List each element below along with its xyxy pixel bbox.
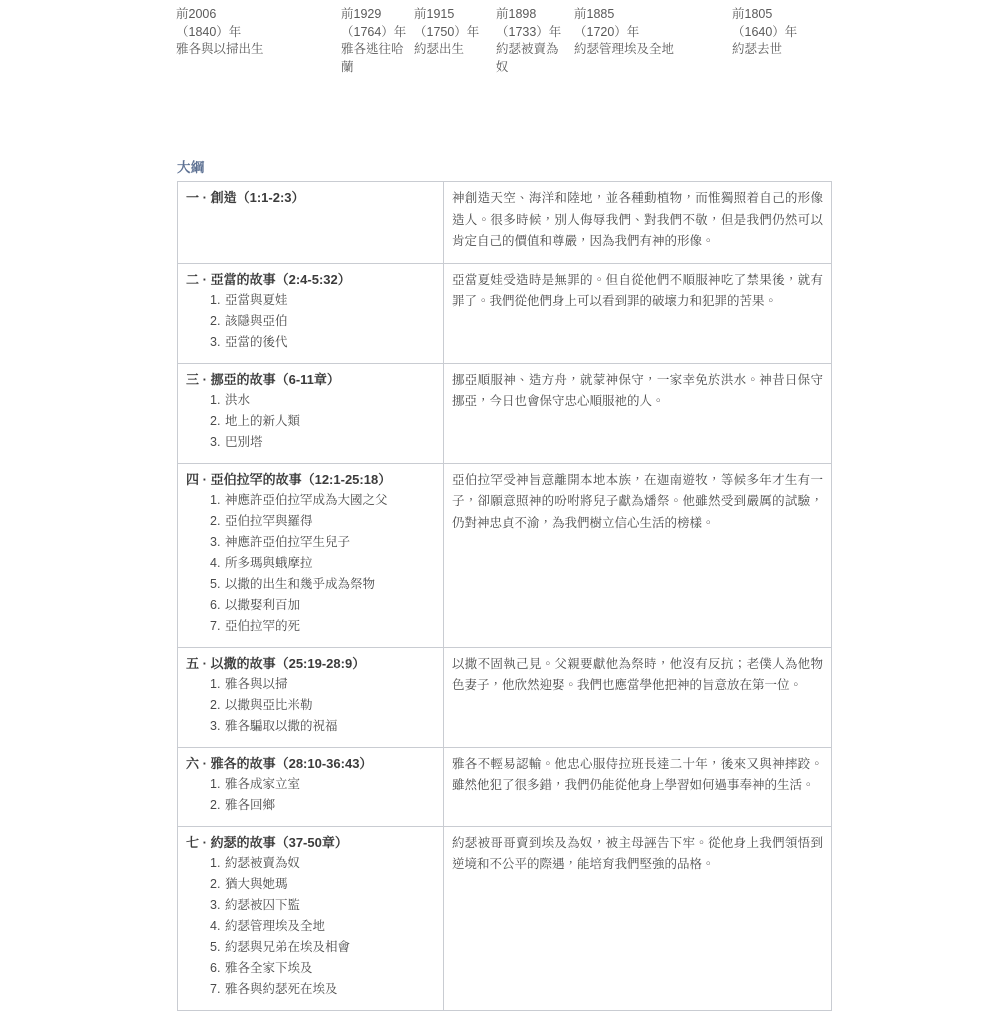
outline-subitem-label: 以撒的出生和幾乎成為祭物 bbox=[225, 576, 376, 591]
outline-section-name: 亞當的故事 bbox=[210, 271, 276, 287]
outline-subitem-label: 亞當與夏娃 bbox=[225, 292, 288, 307]
outline-summary-text: 以撒不固執己見。父親要獻他為祭時，他沒有反抗；老僕人為他物色妻子，他欣然迎娶。我們也應當學他把神的旨意放在第一位。 bbox=[452, 656, 823, 692]
outline-subitem bbox=[210, 432, 435, 453]
outline-row bbox=[178, 182, 832, 264]
outline-subitem bbox=[210, 916, 435, 937]
outline-subitem-list bbox=[186, 774, 435, 816]
outline-section-cell bbox=[178, 182, 444, 264]
outline-section-title bbox=[186, 270, 435, 290]
timeline-year-alt: （1764）年 bbox=[341, 24, 407, 39]
timeline-entry bbox=[414, 6, 496, 59]
outline-number-separator: · bbox=[199, 755, 211, 771]
outline-summary-text: 亞伯拉罕受神旨意離開本地本族，在迦南遊牧，等候多年才生有一子，卻願意照神的吩咐將兒子獻為燔祭。他雖然受到嚴厲的試驗，仍對神忠貞不渝，為我們樹立信心生活的榜樣。 bbox=[452, 472, 823, 530]
outline-subitem-index: 2. bbox=[210, 413, 221, 428]
outline-subitem bbox=[210, 532, 435, 553]
timeline-year: 前1805 bbox=[732, 7, 773, 21]
timeline-entry bbox=[574, 6, 732, 59]
outline-subitem-label: 雅各全家下埃及 bbox=[225, 960, 313, 975]
outline-subitem-index: 1. bbox=[210, 292, 221, 307]
outline-subitem bbox=[210, 853, 435, 874]
outline-section-number: 四 bbox=[186, 471, 200, 487]
outline-section-number: 六 bbox=[186, 755, 200, 771]
outline-subitem-index: 1. bbox=[210, 392, 221, 407]
outline-subitem-index: 3. bbox=[210, 718, 221, 733]
outline-section-number: 三 bbox=[186, 371, 200, 387]
outline-summary-text: 雅各不輕易認輸。他忠心服侍拉班長達二十年，後來又與神摔跤。雖然他犯了很多錯，我們仍能從他身上學習如何過事奉神的生活。 bbox=[452, 756, 823, 792]
outline-subitem-index: 1. bbox=[210, 676, 221, 691]
outline-subitem-index: 2. bbox=[210, 313, 221, 328]
outline-row bbox=[178, 363, 832, 463]
timeline-year-alt: （1640）年 bbox=[732, 24, 798, 39]
outline-section-cell bbox=[178, 826, 444, 1010]
outline-subitem-index: 2. bbox=[210, 513, 221, 528]
timeline-entry bbox=[176, 6, 341, 59]
outline-subitem-label: 雅各成家立室 bbox=[225, 776, 301, 791]
outline-subitem-index: 3. bbox=[210, 897, 221, 912]
outline-table bbox=[177, 181, 832, 1011]
outline-scripture-reference: （1:1-2:3） bbox=[236, 190, 305, 205]
timeline-year: 前1885 bbox=[574, 7, 615, 21]
outline-section-name: 雅各的故事 bbox=[210, 755, 276, 771]
timeline-entry bbox=[341, 6, 414, 76]
outline-number-separator: · bbox=[199, 371, 211, 387]
outline-section-name: 以撒的故事 bbox=[210, 655, 276, 671]
outline-number-separator: · bbox=[199, 471, 211, 487]
outline-scripture-reference: （6-11章） bbox=[275, 371, 340, 387]
outline-section-name: 挪亞的故事 bbox=[210, 371, 276, 387]
outline-subitem-index: 2. bbox=[210, 797, 221, 812]
outline-subitem-label: 雅各回鄉 bbox=[225, 797, 276, 812]
outline-subitem-label: 約瑟與兄弟在埃及相會 bbox=[225, 939, 351, 954]
outline-subitem-list bbox=[186, 853, 435, 1000]
outline-section-title bbox=[186, 654, 435, 674]
outline-subitem bbox=[210, 774, 435, 795]
timeline-year-alt: （1840）年 bbox=[176, 24, 242, 39]
outline-subitem-label: 雅各騙取以撒的祝福 bbox=[225, 718, 338, 733]
outline-subitem-index: 3. bbox=[210, 434, 221, 449]
outline-subitem bbox=[210, 616, 435, 637]
outline-scripture-reference: （12:1-25:18） bbox=[301, 471, 392, 487]
outline-subitem-list bbox=[186, 390, 435, 453]
outline-summary-text: 亞當夏娃受造時是無罪的。但自從他們不順服神吃了禁果後，就有罪了。我們從他們身上可以看到罪的破壞力和犯罪的苦果。 bbox=[452, 272, 823, 308]
outline-subitem-index: 5. bbox=[210, 576, 221, 591]
outline-section-name: 約瑟的故事 bbox=[210, 834, 276, 850]
outline-subitem-index: 7. bbox=[210, 981, 221, 996]
outline-subitem bbox=[210, 332, 435, 353]
outline-scripture-reference: （2:4-5:32） bbox=[275, 271, 351, 287]
timeline-event: 雅各與以掃出生 bbox=[176, 42, 264, 56]
outline-subitem bbox=[210, 595, 435, 616]
outline-summary-cell bbox=[444, 747, 832, 826]
outline-summary-text: 挪亞順服神、造方舟，就蒙神保守，一家幸免於洪水。神昔日保守挪亞，今日也會保守忠心順服祂的人。 bbox=[452, 372, 823, 408]
outline-subitem-label: 巴別塔 bbox=[225, 434, 263, 449]
outline-row bbox=[178, 826, 832, 1010]
outline-number-separator: · bbox=[199, 834, 211, 850]
timeline-event: 雅各逃往哈蘭 bbox=[341, 42, 404, 74]
outline-summary-cell bbox=[444, 182, 832, 264]
outline-summary-text: 約瑟被哥哥賣到埃及為奴，被主母誣告下牢。從他身上我們領悟到逆境和不公平的際遇，能培育我們堅強的品格。 bbox=[452, 835, 823, 871]
outline-number-separator: · bbox=[199, 190, 211, 205]
timeline-year-alt: （1720）年 bbox=[574, 24, 640, 39]
outline-subitem bbox=[210, 574, 435, 595]
outline-subitem-index: 4. bbox=[210, 555, 221, 570]
outline-subitem bbox=[210, 490, 435, 511]
outline-subitem-index: 3. bbox=[210, 334, 221, 349]
outline-subitem-label: 猶大與她瑪 bbox=[225, 876, 288, 891]
outline-summary-cell bbox=[444, 463, 832, 647]
timeline-year-alt: （1750）年 bbox=[414, 24, 480, 39]
outline-subitem bbox=[210, 874, 435, 895]
outline-section-heading: 大綱 bbox=[177, 160, 205, 175]
outline-subitem bbox=[210, 390, 435, 411]
outline-section-name: 亞伯拉罕的故事 bbox=[210, 471, 302, 487]
outline-section-cell bbox=[178, 747, 444, 826]
outline-subitem bbox=[210, 511, 435, 532]
outline-subitem-label: 亞伯拉罕的死 bbox=[225, 618, 301, 633]
timeline-event: 約瑟被賣為奴 bbox=[496, 42, 559, 74]
outline-subitem-label: 以撒娶利百加 bbox=[225, 597, 301, 612]
outline-section-title bbox=[186, 470, 435, 490]
outline-summary-text: 神創造天空、海洋和陸地，並各種動植物，而惟獨照着自己的形像造人。很多時候，別人侮辱我們、對我們不敬，但是我們仍然可以肯定自己的價值和尊嚴，因為我們有神的形像。 bbox=[452, 191, 823, 248]
outline-subitem-list bbox=[186, 674, 435, 737]
outline-subitem-label: 雅各與以掃 bbox=[225, 676, 288, 691]
outline-summary-cell bbox=[444, 826, 832, 1010]
outline-subitem-label: 所多瑪與蛾摩拉 bbox=[225, 555, 313, 570]
outline-row bbox=[178, 747, 832, 826]
timeline-year: 前1898 bbox=[496, 7, 537, 21]
outline-subitem-index: 4. bbox=[210, 918, 221, 933]
outline-subitem-index: 2. bbox=[210, 697, 221, 712]
outline-section-title bbox=[186, 188, 435, 208]
outline-section-number: 五 bbox=[186, 655, 200, 671]
outline-section-cell bbox=[178, 263, 444, 363]
outline-subitem-label: 神應許亞伯拉罕成為大國之父 bbox=[225, 492, 388, 507]
outline-subitem bbox=[210, 695, 435, 716]
outline-section-number: 一 bbox=[186, 190, 200, 205]
outline-subitem-index: 7. bbox=[210, 618, 221, 633]
outline-subitem bbox=[210, 795, 435, 816]
outline-subitem-index: 6. bbox=[210, 960, 221, 975]
outline-subitem bbox=[210, 674, 435, 695]
outline-scripture-reference: （37-50章） bbox=[275, 834, 348, 850]
outline-subitem bbox=[210, 958, 435, 979]
outline-subitem-index: 1. bbox=[210, 776, 221, 791]
outline-subitem-label: 洪水 bbox=[225, 392, 251, 407]
outline-subitem bbox=[210, 411, 435, 432]
outline-section-cell bbox=[178, 647, 444, 747]
timeline-year: 前1929 bbox=[341, 7, 382, 21]
outline-row bbox=[178, 647, 832, 747]
outline-subitem-label: 約瑟管理埃及全地 bbox=[225, 918, 326, 933]
outline-summary-cell bbox=[444, 263, 832, 363]
chronology-timeline bbox=[176, 6, 876, 76]
timeline-event: 約瑟去世 bbox=[732, 42, 783, 56]
timeline-year: 前2006 bbox=[176, 7, 217, 21]
outline-subitem bbox=[210, 553, 435, 574]
outline-subitem-label: 神應許亞伯拉罕生兒子 bbox=[225, 534, 351, 549]
outline-section-title bbox=[186, 370, 435, 390]
outline-number-separator: · bbox=[199, 655, 211, 671]
outline-row bbox=[178, 263, 832, 363]
outline-subitem bbox=[210, 311, 435, 332]
outline-subitem-index: 3. bbox=[210, 534, 221, 549]
outline-subitem-label: 地上的新人類 bbox=[225, 413, 301, 428]
timeline-year-alt: （1733）年 bbox=[496, 24, 562, 39]
outline-scripture-reference: （28:10-36:43） bbox=[275, 755, 373, 771]
outline-summary-cell bbox=[444, 363, 832, 463]
timeline-entry bbox=[732, 6, 852, 59]
outline-scripture-reference: （25:19-28:9） bbox=[275, 655, 366, 671]
outline-subitem-label: 雅各與約瑟死在埃及 bbox=[225, 981, 338, 996]
outline-subitem bbox=[210, 290, 435, 311]
outline-subitem-label: 亞當的後代 bbox=[225, 334, 288, 349]
outline-section-number: 七 bbox=[186, 834, 200, 850]
outline-section-title bbox=[186, 754, 435, 774]
outline-subitem bbox=[210, 895, 435, 916]
outline-section-number: 二 bbox=[186, 271, 200, 287]
timeline-event: 約瑟出生 bbox=[414, 42, 465, 56]
timeline-year: 前1915 bbox=[414, 7, 455, 21]
outline-subitem-list bbox=[186, 290, 435, 353]
outline-subitem-index: 6. bbox=[210, 597, 221, 612]
outline-subitem-label: 亞伯拉罕與羅得 bbox=[225, 513, 313, 528]
outline-number-separator: · bbox=[199, 271, 211, 287]
outline-section-name: 創造 bbox=[210, 190, 237, 205]
outline-section-title bbox=[186, 833, 435, 853]
timeline-event: 約瑟管理埃及全地 bbox=[574, 42, 675, 56]
outline-summary-cell bbox=[444, 647, 832, 747]
outline-section-cell bbox=[178, 463, 444, 647]
outline-subitem bbox=[210, 937, 435, 958]
outline-subitem-label: 約瑟被賣為奴 bbox=[225, 855, 301, 870]
outline-subitem-label: 以撒與亞比米勒 bbox=[225, 697, 313, 712]
outline-section-cell bbox=[178, 363, 444, 463]
outline-subitem-index: 1. bbox=[210, 855, 221, 870]
outline-row bbox=[178, 463, 832, 647]
outline-subitem bbox=[210, 716, 435, 737]
timeline-entry bbox=[496, 6, 574, 76]
outline-subitem-index: 1. bbox=[210, 492, 221, 507]
outline-subitem-index: 2. bbox=[210, 876, 221, 891]
outline-subitem bbox=[210, 979, 435, 1000]
outline-subitem-index: 5. bbox=[210, 939, 221, 954]
outline-subitem-list bbox=[186, 490, 435, 637]
outline-subitem-label: 約瑟被囚下監 bbox=[225, 897, 301, 912]
outline-subitem-label: 該隱與亞伯 bbox=[225, 313, 288, 328]
